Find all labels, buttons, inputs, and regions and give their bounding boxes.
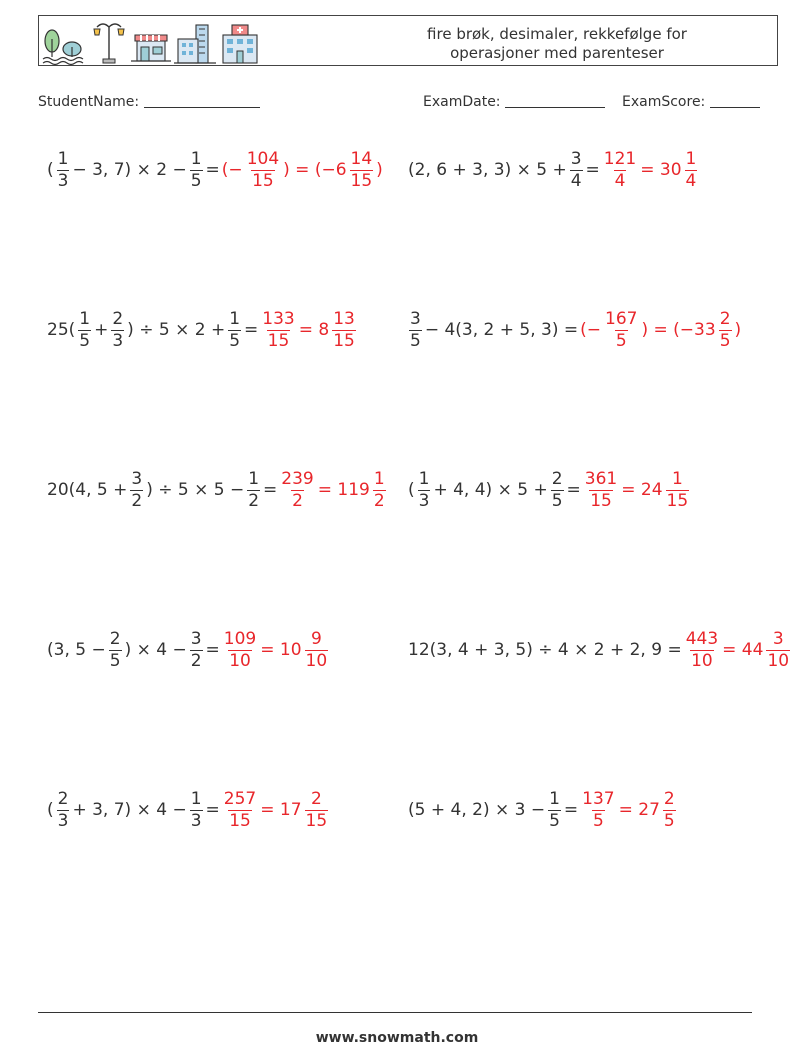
denominator: 3 (190, 810, 202, 831)
denominator: 3 (57, 170, 69, 191)
denominator: 15 (590, 490, 612, 511)
denominator: 5 (190, 170, 202, 191)
fraction (548, 788, 561, 831)
numerator: 2 (551, 468, 563, 489)
denominator: 5 (615, 330, 627, 351)
footer-divider (38, 1012, 752, 1013)
answer-text: = 17 (260, 800, 302, 820)
numerator: 1 (229, 308, 241, 329)
denominator: 2 (292, 490, 303, 511)
answer-text: = 8 (298, 320, 330, 340)
denominator: 4 (614, 170, 626, 191)
numerator: 14 (350, 148, 373, 169)
answer-text: = 119 (317, 480, 370, 500)
numerator: 3 (772, 628, 784, 649)
denominator: 2 (131, 490, 143, 511)
title-line-2: operasjoner med parenteser (450, 44, 664, 62)
numerator: 3 (190, 628, 202, 649)
header-icons (41, 19, 261, 65)
fraction (57, 788, 70, 831)
equals: = (205, 640, 220, 660)
fraction (130, 468, 143, 511)
answer-mixed-fraction (685, 148, 698, 191)
numerator: 3 (570, 148, 582, 169)
expr-text: + 3, 7) × 4 − (72, 800, 187, 820)
numerator: 109 (223, 628, 257, 649)
expr-text: ( (47, 800, 54, 820)
answer-fraction (223, 628, 257, 671)
numerator: 9 (310, 628, 322, 649)
answer (259, 308, 358, 351)
expr-text: − 4(3, 2 + 5, 3) = (424, 320, 579, 340)
denominator: 10 (305, 650, 328, 671)
answer (601, 148, 700, 191)
answer-fraction (261, 308, 295, 351)
answer (221, 628, 330, 671)
numerator: 133 (262, 308, 295, 329)
fraction (190, 628, 203, 671)
numerator: 3 (131, 468, 143, 489)
answer-mixed-fraction (332, 308, 356, 351)
numerator: 1 (57, 148, 69, 169)
footer-url[interactable]: www.snowmath.com (315, 1030, 479, 1046)
answer-fraction (604, 308, 638, 351)
denominator: 3 (418, 490, 430, 511)
answer (579, 308, 742, 351)
expr-text: 20(4, 5 + (47, 480, 128, 500)
answer (221, 788, 330, 831)
expr-text: (2, 6 + 3, 3) × 5 + (408, 160, 567, 180)
denominator: 15 (305, 810, 328, 831)
problem-9 (46, 780, 330, 840)
numerator: 361 (584, 468, 618, 489)
equals: = (244, 320, 259, 340)
answer-mixed-fraction (350, 148, 374, 191)
expr-text: (3, 5 − (47, 640, 106, 660)
fraction (109, 628, 122, 671)
denominator: 5 (79, 330, 91, 351)
answer-mixed-fraction (305, 628, 329, 671)
numerator: 2 (310, 788, 322, 809)
answer-fraction (280, 468, 314, 511)
expr-text: 12(3, 4 + 3, 5) ÷ 4 × 2 + 2, 9 = (408, 640, 682, 660)
fraction (570, 148, 583, 191)
numerator: 137 (582, 788, 615, 809)
equals: = (205, 160, 220, 180)
answer-text: = 10 (260, 640, 302, 660)
numerator: 1 (79, 308, 91, 329)
expr-text: + (94, 320, 109, 340)
answer-text: ) = (−6 (283, 160, 347, 180)
answer-fraction (223, 788, 257, 831)
worksheet-header (38, 15, 778, 66)
answer-mixed-fraction (666, 468, 690, 511)
numerator: 1 (685, 148, 697, 169)
numerator: 239 (281, 468, 314, 489)
answer (582, 468, 691, 511)
expr-text: ) ÷ 5 × 2 + (127, 320, 226, 340)
problem-6 (407, 460, 691, 520)
answer-text: = 30 (640, 160, 682, 180)
exam-score-blank[interactable] (710, 93, 760, 108)
numerator: 2 (663, 788, 675, 809)
fraction (409, 308, 422, 351)
answer-mixed-fraction (305, 788, 329, 831)
fraction (190, 148, 203, 191)
denominator: 5 (663, 810, 675, 831)
denominator: 10 (229, 650, 251, 671)
numerator: 2 (57, 788, 69, 809)
denominator: 10 (691, 650, 713, 671)
exam-score-label: ExamScore: (622, 94, 706, 110)
answer-mixed-fraction (663, 788, 676, 831)
numerator: 104 (246, 148, 280, 169)
numerator: 1 (549, 788, 560, 809)
answer-text: = 44 (722, 640, 764, 660)
title-line-1: fire brøk, desimaler, rekkefølge for (427, 25, 687, 43)
denominator: 15 (333, 330, 355, 351)
answer-fraction (246, 148, 280, 191)
answer-fraction (603, 148, 637, 191)
exam-score-field[interactable] (622, 93, 760, 110)
denominator: 15 (267, 330, 290, 351)
numerator: 167 (605, 308, 638, 329)
denominator: 5 (549, 810, 560, 831)
denominator: 15 (666, 490, 689, 511)
answer-text: (− (580, 320, 602, 340)
denominator: 4 (685, 170, 697, 191)
fraction (111, 308, 124, 351)
problem-1 (46, 140, 384, 200)
answer-fraction (581, 788, 615, 831)
equals: = (566, 480, 581, 500)
problem-4 (407, 300, 742, 360)
numerator: 1 (373, 468, 385, 489)
denominator: 5 (410, 330, 421, 351)
student-name-field[interactable] (38, 93, 260, 110)
answer-text: ) = (−33 (641, 320, 716, 340)
expr-text: − 3, 7) × 2 − (72, 160, 187, 180)
expr-text: (5 + 4, 2) × 3 − (408, 800, 546, 820)
denominator: 10 (767, 650, 790, 671)
hospital-icon (219, 21, 261, 65)
denominator: 3 (112, 330, 124, 351)
problem-10 (407, 780, 678, 840)
numerator: 1 (248, 468, 260, 489)
numerator: 1 (190, 788, 202, 809)
problem-2 (407, 140, 699, 200)
answer-mixed-fraction (719, 308, 732, 351)
answer-text: (− (221, 160, 243, 180)
answer-text: ) (734, 320, 742, 340)
answer-fraction (685, 628, 719, 671)
denominator: 15 (229, 810, 251, 831)
answer (221, 148, 384, 191)
problem-3 (46, 300, 358, 360)
fraction (418, 468, 431, 511)
equals: = (563, 800, 579, 820)
fraction (57, 148, 70, 191)
numerator: 3 (410, 308, 421, 329)
numerator: 1 (190, 148, 202, 169)
numerator: 443 (685, 628, 719, 649)
city-buildings-icon (174, 21, 216, 65)
answer (683, 628, 792, 671)
numerator: 257 (223, 788, 257, 809)
denominator: 2 (248, 490, 260, 511)
equals: = (585, 160, 600, 180)
worksheet-title (387, 25, 727, 63)
expr-text: ) ÷ 5 × 5 − (146, 480, 245, 500)
fraction (78, 308, 91, 351)
denominator: 5 (551, 490, 563, 511)
problem-5 (46, 460, 388, 520)
denominator: 5 (592, 810, 604, 831)
expr-text: ( (408, 480, 415, 500)
denominator: 4 (570, 170, 582, 191)
numerator: 2 (112, 308, 124, 329)
expr-text: 25( (47, 320, 76, 340)
answer-text: = 24 (621, 480, 663, 500)
fraction (551, 468, 564, 511)
numerator: 2 (719, 308, 731, 329)
denominator: 3 (57, 810, 69, 831)
fraction (247, 468, 260, 511)
problem-7 (46, 620, 330, 680)
denominator: 15 (252, 170, 274, 191)
shop-icon (131, 29, 171, 65)
equals: = (205, 800, 220, 820)
exam-date-label: ExamDate: (423, 94, 501, 110)
numerator: 13 (333, 308, 355, 329)
denominator: 5 (229, 330, 241, 351)
student-name-label: StudentName: (38, 94, 140, 110)
answer-text: = 27 (618, 800, 660, 820)
student-name-blank[interactable] (144, 93, 260, 108)
fraction (190, 788, 203, 831)
numerator: 1 (671, 468, 683, 489)
problem-8 (407, 620, 792, 680)
numerator: 121 (603, 148, 637, 169)
answer-text: ) (376, 160, 383, 180)
exam-date-field[interactable] (423, 93, 605, 110)
equals: = (263, 480, 278, 500)
tree-park-icon (41, 25, 87, 65)
exam-date-blank[interactable] (505, 93, 605, 108)
street-lamp-icon (90, 19, 128, 65)
expr-text: + 4, 4) × 5 + (433, 480, 548, 500)
denominator: 15 (350, 170, 373, 191)
denominator: 2 (190, 650, 202, 671)
answer (278, 468, 387, 511)
denominator: 5 (719, 330, 731, 351)
fraction (228, 308, 241, 351)
denominator: 5 (109, 650, 121, 671)
answer-mixed-fraction (766, 628, 790, 671)
answer-fraction (584, 468, 618, 511)
denominator: 2 (373, 490, 385, 511)
numerator: 2 (109, 628, 121, 649)
expr-text: ) × 4 − (124, 640, 187, 660)
answer-mixed-fraction (373, 468, 386, 511)
expr-text: ( (47, 160, 54, 180)
numerator: 1 (418, 468, 430, 489)
answer (579, 788, 678, 831)
